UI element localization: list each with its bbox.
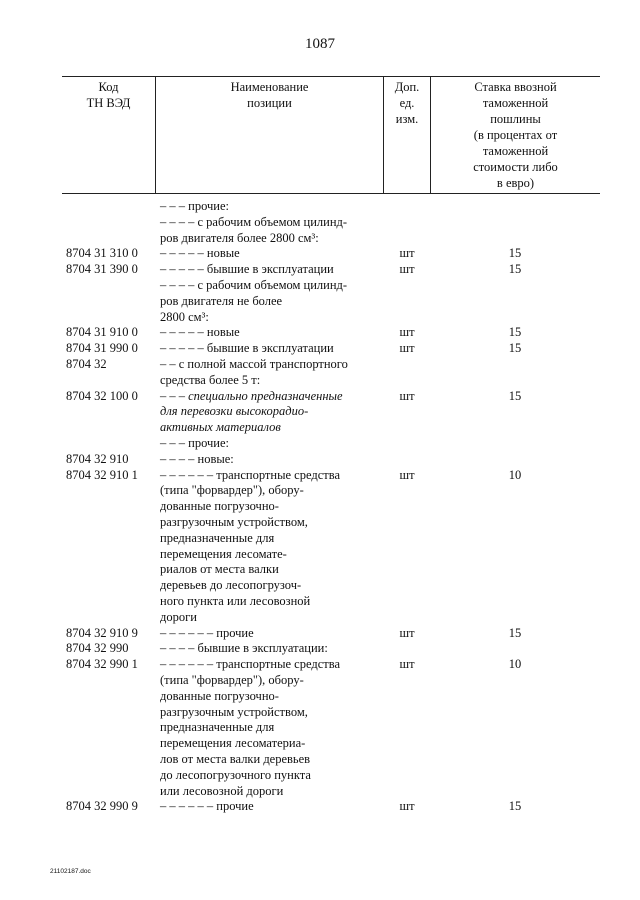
- description-cell: – – – – – новые: [160, 325, 240, 340]
- code-cell: 8704 32 910 9: [66, 625, 138, 640]
- table-row: [0, 609, 640, 625]
- code-cell: 8704 31 310 0: [66, 246, 138, 261]
- table-row: [0, 230, 640, 246]
- table-row: [0, 688, 640, 704]
- table-row: [0, 561, 640, 577]
- unit-cell: шт: [399, 341, 415, 356]
- rate-cell: 15: [508, 388, 522, 403]
- rate-cell: 15: [508, 799, 522, 814]
- table-row: [0, 514, 640, 530]
- description-cell: (типа "форвардер"), обору-: [160, 483, 304, 498]
- unit-cell: шт: [399, 262, 415, 277]
- table-row: [0, 403, 640, 419]
- table-top-rule: [62, 76, 600, 77]
- description-cell: лов от места валки деревьев: [160, 752, 311, 766]
- unit-cell: шт: [399, 799, 415, 814]
- table-row: [0, 735, 640, 751]
- description-cell: – – с полной массой транспортного: [160, 357, 348, 371]
- table-row: [0, 214, 640, 230]
- table-row: [0, 704, 640, 720]
- rate-cell: 15: [508, 262, 522, 277]
- table-row: [0, 372, 640, 388]
- unit-cell: шт: [399, 325, 415, 340]
- unit-cell: шт: [399, 625, 415, 640]
- code-cell: 8704 32 100 0: [66, 388, 138, 403]
- code-cell: 8704 32 990 1: [66, 657, 138, 672]
- table-row: [0, 640, 640, 656]
- table-row: [0, 767, 640, 783]
- table-row: [0, 751, 640, 767]
- description-cell: средства более 5 т:: [160, 372, 261, 387]
- description-cell: (типа "форвардер"), обору-: [160, 673, 304, 687]
- rate-cell: 15: [508, 325, 522, 340]
- description-cell: дованные погрузочно-: [160, 688, 279, 703]
- description-cell: деревьев до лесопогрузоч-: [160, 578, 302, 593]
- table-row: [0, 277, 640, 293]
- description-cell: ров двигателя не более: [160, 293, 283, 308]
- code-cell: 8704 32 990 9: [66, 799, 138, 814]
- code-cell: 8704 31 910 0: [66, 325, 138, 340]
- rate-cell: 15: [508, 341, 522, 356]
- description-cell: активных материалов: [160, 420, 281, 435]
- table-row: [0, 467, 640, 483]
- description-cell: – – – – бывшие в эксплуатации:: [160, 641, 328, 656]
- table-row: [0, 798, 640, 814]
- unit-cell: шт: [399, 246, 415, 261]
- table-row: [0, 783, 640, 799]
- description-cell: перемещения лесоматериа-: [160, 736, 306, 751]
- table-row: [0, 451, 640, 467]
- unit-cell: шт: [399, 467, 415, 482]
- rate-cell: 15: [508, 625, 522, 640]
- description-cell: – – – – с рабочим объемом цилинд-: [160, 278, 348, 292]
- description-cell: ного пункта или лесовозной: [160, 594, 311, 608]
- page-number: 1087: [305, 36, 335, 52]
- description-cell: – – – – – – транспортные средства: [160, 467, 340, 482]
- description-cell: перемещения лесомате-: [160, 546, 287, 561]
- unit-cell: шт: [399, 657, 415, 672]
- description-cell: 2800 см³:: [160, 309, 209, 324]
- unit-cell: шт: [399, 388, 415, 403]
- table-row: [0, 546, 640, 562]
- table-row: [0, 672, 640, 688]
- table-row: [0, 198, 640, 214]
- header-bottom-rule: [62, 193, 600, 194]
- header-code: Код ТН ВЭД: [86, 80, 131, 110]
- table-row: [0, 293, 640, 309]
- footer-filename: 21102187.doc: [50, 868, 91, 875]
- table-row: [0, 356, 640, 372]
- description-cell: предназначенные для: [160, 720, 275, 735]
- code-cell: 8704 32: [66, 357, 107, 371]
- description-cell: – – – – – бывшие в эксплуатации: [160, 341, 334, 356]
- description-cell: – – – – – бывшие в эксплуатации: [160, 262, 334, 277]
- table-row: [0, 340, 640, 356]
- code-cell: 8704 32 910: [66, 451, 129, 466]
- table-row: [0, 625, 640, 641]
- description-cell: – – – прочие:: [160, 436, 229, 450]
- table-row: [0, 719, 640, 735]
- description-cell: разгрузочным устройством,: [160, 515, 308, 529]
- description-cell: до лесопогрузочного пункта: [160, 767, 311, 782]
- table-row: [0, 593, 640, 609]
- description-cell: предназначенные для: [160, 530, 275, 545]
- table-row: [0, 577, 640, 593]
- description-cell: ров двигателя более 2800 см³:: [160, 230, 319, 245]
- description-cell: – – – – – – прочие: [160, 799, 254, 814]
- code-cell: 8704 31 390 0: [66, 262, 138, 277]
- header-name: Наименование позиции: [230, 80, 309, 110]
- description-cell: дованные погрузочно-: [160, 499, 279, 514]
- table-row: [0, 388, 640, 404]
- rate-cell: 10: [508, 657, 522, 672]
- table-row: [0, 419, 640, 435]
- header-unit: Доп. ед. изм.: [394, 80, 420, 126]
- description-cell: – – – – – новые: [160, 246, 240, 261]
- description-cell: – – – прочие:: [160, 199, 229, 213]
- code-cell: 8704 32 990: [66, 641, 129, 656]
- rate-cell: 15: [508, 246, 522, 261]
- description-cell: – – – – с рабочим объемом цилинд-: [160, 214, 348, 229]
- description-cell: для перевозки высокорадио-: [160, 404, 309, 419]
- table-row: [0, 482, 640, 498]
- table-row: [0, 498, 640, 514]
- table-row: [0, 435, 640, 451]
- table-row: [0, 324, 640, 340]
- description-cell: – – – – новые:: [160, 451, 234, 466]
- table-row: [0, 245, 640, 261]
- description-cell: – – – – – – транспортные средства: [160, 657, 340, 672]
- table-row: [0, 261, 640, 277]
- description-cell: – – – специально предназначенные: [160, 388, 343, 403]
- description-cell: разгрузочным устройством,: [160, 704, 308, 719]
- table-row: [0, 309, 640, 325]
- description-cell: – – – – – – прочие: [160, 625, 254, 640]
- description-cell: риалов от места валки: [160, 562, 279, 577]
- table-row: [0, 530, 640, 546]
- description-cell: или лесовозной дороги: [160, 783, 284, 798]
- description-cell: дороги: [160, 609, 197, 624]
- table-row: [0, 656, 640, 672]
- code-cell: 8704 31 990 0: [66, 341, 138, 356]
- code-cell: 8704 32 910 1: [66, 467, 138, 482]
- rate-cell: 10: [508, 467, 522, 482]
- header-rate: Ставка ввозной таможенной пошлины (в процентах от таможенной стоимости либо в евро): [473, 80, 558, 190]
